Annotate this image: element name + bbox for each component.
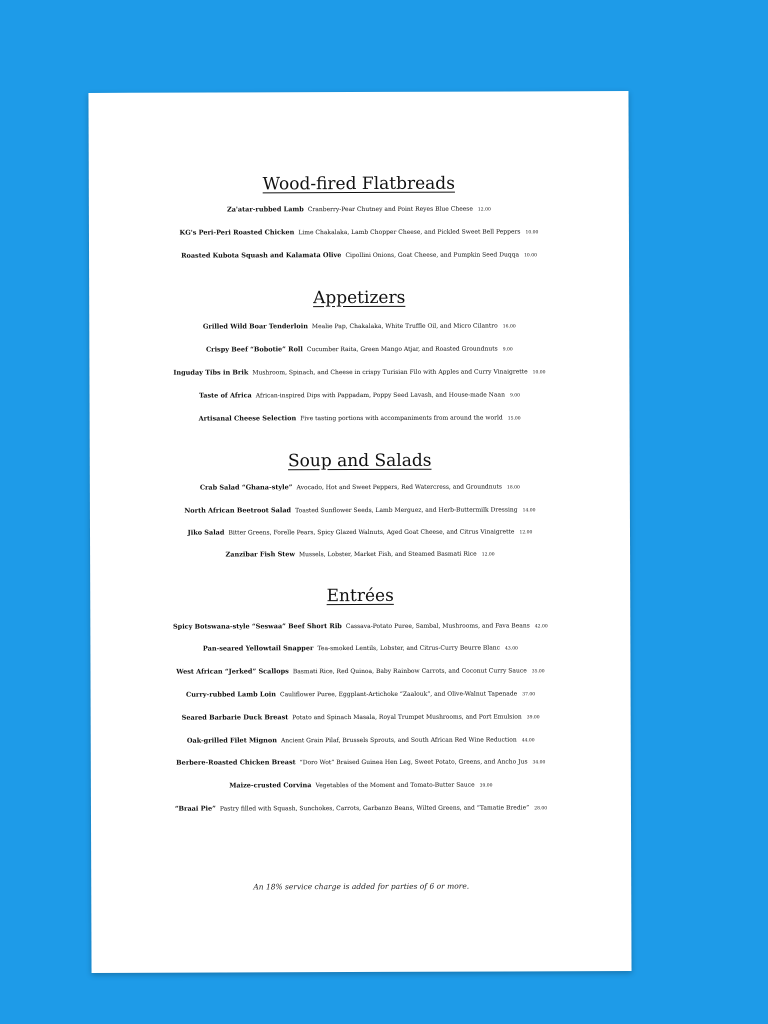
item-name: Crispy Beef “Bobotie” Roll xyxy=(205,345,303,354)
item-price: 42.00 xyxy=(534,624,548,630)
item-name: Curry-rubbed Lamb Loin xyxy=(186,690,277,699)
menu-item xyxy=(91,755,631,771)
item-description: Toasted Sunflower Seeds, Lamb Merguez, and Herb-Buttermilk Dressing xyxy=(295,506,518,515)
item-description: Cipollini Onions, Goat Cheese, and Pumpkin Seed Duqqa xyxy=(345,251,520,260)
menu-item xyxy=(90,641,630,657)
item-price: 10.00 xyxy=(524,253,537,259)
service-charge-note: An 18% service charge is added for parties of 6 or more. xyxy=(253,881,470,892)
item-description: Tea-smoked Lentils, Lobster, and Citrus-Curry Beurre Blanc xyxy=(317,644,501,653)
item-name: North African Beetroot Salad xyxy=(184,506,292,515)
item-name: Berbere-Roasted Chicken Breast xyxy=(176,758,296,767)
section-title-appetizers: Appetizers xyxy=(313,287,406,309)
item-name: KG's Peri-Peri Roasted Chicken xyxy=(179,228,295,237)
item-price: 14.00 xyxy=(522,508,536,514)
item-description: African-inspired Dips with Pappadam, Poppy Seed Lavash, and House-made Naan xyxy=(255,391,505,400)
menu-item xyxy=(90,411,630,427)
item-description: Cassava-Potato Puree, Sambal, Mushrooms, and Fava Beans xyxy=(345,622,530,631)
item-price: 18.00 xyxy=(506,485,520,491)
section-title-entrees: Entrées xyxy=(326,585,394,607)
item-name: Zanzibar Fish Stew xyxy=(225,550,296,559)
item-name: Roasted Kubota Squash and Kalamata Olive xyxy=(181,251,342,260)
item-price: 43.00 xyxy=(505,646,518,652)
menu-item xyxy=(90,619,630,635)
item-description: Potato and Spinach Masala, Royal Trumpet Mushrooms, and Port Emulsion xyxy=(292,713,522,722)
item-name: Pan-seared Yellowtail Snapper xyxy=(202,644,314,653)
menu-item xyxy=(89,248,629,264)
item-name: West African “Jerked” Scallops xyxy=(176,667,289,676)
item-description: Mushroom, Spinach, and Cheese in crispy Turisian Filo with Apples and Curry Vinaigrette xyxy=(252,368,528,377)
item-description: Mussels, Lobster, Market Fish, and Steamed Basmati Rice xyxy=(298,550,477,559)
item-price: 37.00 xyxy=(522,692,536,698)
item-name: Crab Salad “Ghana-style” xyxy=(199,483,293,492)
menu-item xyxy=(91,733,631,749)
item-price: 35.00 xyxy=(531,669,545,675)
menu-item xyxy=(90,664,630,680)
item-name: “Braai Pie” xyxy=(174,804,216,813)
menu-page xyxy=(88,91,631,973)
item-description: Bitter Greens, Forelle Pears, Spicy Glazed Walnuts, Aged Goat Cheese, and Citrus Vinaigrette xyxy=(228,528,515,537)
item-name: Za'atar-rubbed Lamb xyxy=(226,205,304,214)
menu-item xyxy=(91,801,631,817)
item-price: 9.00 xyxy=(502,347,513,353)
menu-item xyxy=(90,388,630,404)
item-name: Inguday Tibs in Brik xyxy=(173,368,249,377)
item-name: Spicy Botswana-style “Seswaa” Beef Short Rib xyxy=(172,622,342,631)
item-description: Cucumber Raita, Green Mango Atjar, and Roasted Groundnuts xyxy=(306,345,498,354)
item-price: 15.00 xyxy=(507,416,521,422)
menu-item xyxy=(89,365,629,381)
menu-item xyxy=(89,202,629,218)
item-name: Oak-grilled Filet Mignon xyxy=(186,736,277,745)
menu-item xyxy=(89,319,629,335)
item-description: Basmati Rice, Red Quinoa, Baby Rainbow Carrots, and Coconut Curry Sauce xyxy=(292,667,527,676)
item-name: Grilled Wild Boar Tenderloin xyxy=(202,322,308,331)
item-price: 16.00 xyxy=(502,324,516,330)
menu-item xyxy=(89,342,629,358)
item-description: Cauliflower Puree, Eggplant-Artichoke “Zaalouk”, and Olive-Walnut Tapenade xyxy=(279,690,518,699)
item-price: 10.00 xyxy=(532,370,546,376)
item-description: Five tasting portions with accompaniments from around the world xyxy=(300,414,503,423)
item-description: Avocado, Hot and Sweet Peppers, Red Watercress, and Groundnuts xyxy=(296,483,502,492)
item-name: Jiko Salad xyxy=(187,528,225,537)
item-description: Lime Chakalaka, Lamb Chopper Cheese, and Pickled Sweet Bell Peppers xyxy=(298,228,521,237)
item-price: 12.00 xyxy=(477,207,491,213)
menu-item xyxy=(91,687,631,703)
item-description: Cranberry-Pear Chutney and Point Reyes Blue Cheese xyxy=(307,205,473,214)
item-name: Maize-crusted Corvina xyxy=(229,781,312,790)
item-price: 34.00 xyxy=(532,760,546,766)
item-description: Vegetables of the Moment and Tomato-Butter Sauce xyxy=(315,781,475,790)
menu-item xyxy=(90,525,630,541)
item-price: 39.00 xyxy=(479,783,493,789)
item-price: 39.00 xyxy=(526,715,540,721)
menu-item xyxy=(90,503,630,519)
item-name: Artisanal Cheese Selection xyxy=(198,414,297,423)
item-description: Ancient Grain Pilaf, Brussels Sprouts, and South African Red Wine Reduction xyxy=(280,736,517,745)
menu-item xyxy=(91,778,631,794)
item-name: Seared Barbarie Duck Breast xyxy=(181,713,289,722)
item-description: Mealie Pap, Chakalaka, White Truffle Oil, and Micro Cilantro xyxy=(311,322,498,331)
section-title-flatbreads: Wood-fired Flatbreads xyxy=(262,173,455,195)
section-title-soups: Soup and Salads xyxy=(287,450,432,472)
menu-item xyxy=(90,547,630,563)
item-price: 12.00 xyxy=(481,552,495,558)
item-description: Pastry filled with Squash, Sunchokes, Carrots, Garbanzo Beans, Wilted Greens, and “Tamatie Bredie” xyxy=(219,804,530,813)
item-name: Taste of Africa xyxy=(199,391,252,400)
menu-item xyxy=(90,480,630,496)
menu-item xyxy=(91,710,631,726)
item-price: 12.00 xyxy=(519,530,533,536)
menu-item xyxy=(89,225,629,241)
item-price: 9.00 xyxy=(509,393,520,399)
item-price: 28.00 xyxy=(534,806,548,812)
item-price: 44.00 xyxy=(521,738,535,744)
item-description: “Doro Wot” Braised Guinea Hen Leg, Sweet Potato, Greens, and Ancho Jus xyxy=(299,758,528,767)
item-price: 10.00 xyxy=(525,230,539,236)
